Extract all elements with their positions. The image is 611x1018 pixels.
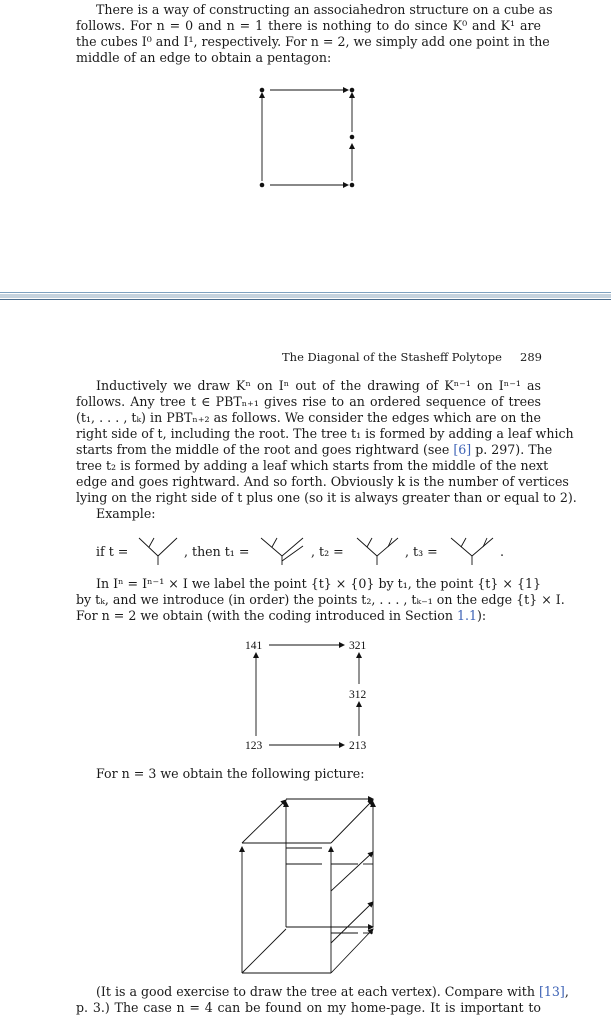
text-fragment: , <box>564 984 569 999</box>
running-title: The Diagonal of the Stasheff Polytope <box>282 350 502 364</box>
text-line: right side of t, including the root. The tree t₁ is formed by adding a leaf which <box>76 426 574 441</box>
vertex-label-312: 312 <box>349 689 367 701</box>
tree-t2 <box>357 538 398 565</box>
text-fragment: ): <box>477 608 487 623</box>
square-diagram-n2 <box>0 634 611 774</box>
paragraph-n3 <box>76 766 541 782</box>
vertex <box>350 88 355 93</box>
text-line: There is a way of constructing an associahedron structure on a cube as <box>96 2 553 17</box>
text-line: follows. Any tree t ∈ PBTₙ₊₁ gives rise to an ordered sequence of trees <box>76 394 541 409</box>
text-fragment: For n = 2 we obtain (with the coding introduced in Section <box>76 608 453 623</box>
text-line: lying on the right side of t plus one (so it is always greater than or equal to 2). <box>76 490 577 505</box>
cube-diagram-n3 <box>0 792 611 982</box>
citation-link-6[interactable]: [6] <box>453 442 472 457</box>
pentagon-figure <box>0 0 611 292</box>
section-link-1-1[interactable]: 1.1 <box>456 608 478 623</box>
tree-drawings <box>0 534 611 570</box>
text-line: by tₖ, and we introduce (in order) the points t₂, . . . , tₖ₋₁ on the edge {t} × I. <box>76 592 565 607</box>
vertex <box>260 88 265 93</box>
example-label: Example: <box>96 506 156 521</box>
tree-t <box>139 538 177 565</box>
citation-link-13[interactable]: [13] <box>538 984 565 999</box>
text-fragment: starts from the middle of the root and goes rightward (see <box>76 442 450 457</box>
text-line: follows. For n = 0 and n = 1 there is nothing to do since K⁰ and K¹ are <box>76 18 541 33</box>
text-fragment: p. 297). The <box>475 442 553 457</box>
t2-label: , t₂ = <box>311 544 344 559</box>
text-line: edge and goes rightward. And so forth. Obviously k is the number of vertices <box>76 474 569 489</box>
paragraph-labeling <box>76 576 565 624</box>
vertex-label-321: 321 <box>349 640 367 652</box>
t3-label: , t₃ = <box>405 544 438 559</box>
top-page <box>0 0 611 292</box>
bottom-page <box>0 302 611 1018</box>
text-line: tree t₂ is formed by adding a leaf which starts from the middle of the next <box>76 458 549 473</box>
vertex <box>350 183 355 188</box>
text-line <box>76 442 553 458</box>
then-t1-label: , then t₁ = <box>184 544 250 559</box>
running-header <box>282 350 542 364</box>
text-line: In Iⁿ = Iⁿ⁻¹ × I we label the point {t} × {0} by t₁, the point {t} × {1} <box>96 576 541 591</box>
tree-t3 <box>451 538 493 565</box>
tree-t1 <box>261 538 303 565</box>
text-line: (t₁, . . . , tₖ) in PBTₙ₊₂ as follows. We consider the edges which are on the <box>76 410 541 425</box>
text-line: the cubes I⁰ and I¹, respectively. For n = 2, we simply add one point in the <box>76 34 550 49</box>
paragraph-exercise-cont <box>76 1000 541 1016</box>
page-separator <box>0 292 611 302</box>
text-line <box>76 984 569 1000</box>
text-line: p. 3.) The case n = 4 can be found on my home-page. It is important to <box>76 1000 541 1015</box>
text-fragment: (It is a good exercise to draw the tree at each vertex). Compare with <box>96 984 535 999</box>
tree-example-row <box>0 534 611 570</box>
text-line: For n = 3 we obtain the following picture: <box>96 766 365 781</box>
if-t-label: if t = <box>96 544 129 559</box>
vertex-label-141: 141 <box>245 640 263 652</box>
paragraph-exercise <box>76 984 569 1000</box>
vertex <box>350 135 355 140</box>
text-line: middle of an edge to obtain a pentagon: <box>76 50 332 65</box>
vertex-label-123: 123 <box>245 740 263 752</box>
period: . <box>500 544 505 559</box>
text-line <box>76 608 541 624</box>
vertex-label-213: 213 <box>349 740 367 752</box>
vertex <box>260 183 265 188</box>
text-line: Inductively we draw Kⁿ on Iⁿ out of the drawing of Kⁿ⁻¹ on Iⁿ⁻¹ as <box>96 378 541 393</box>
paragraph-induction <box>76 378 577 522</box>
page-number: 289 <box>520 350 542 364</box>
